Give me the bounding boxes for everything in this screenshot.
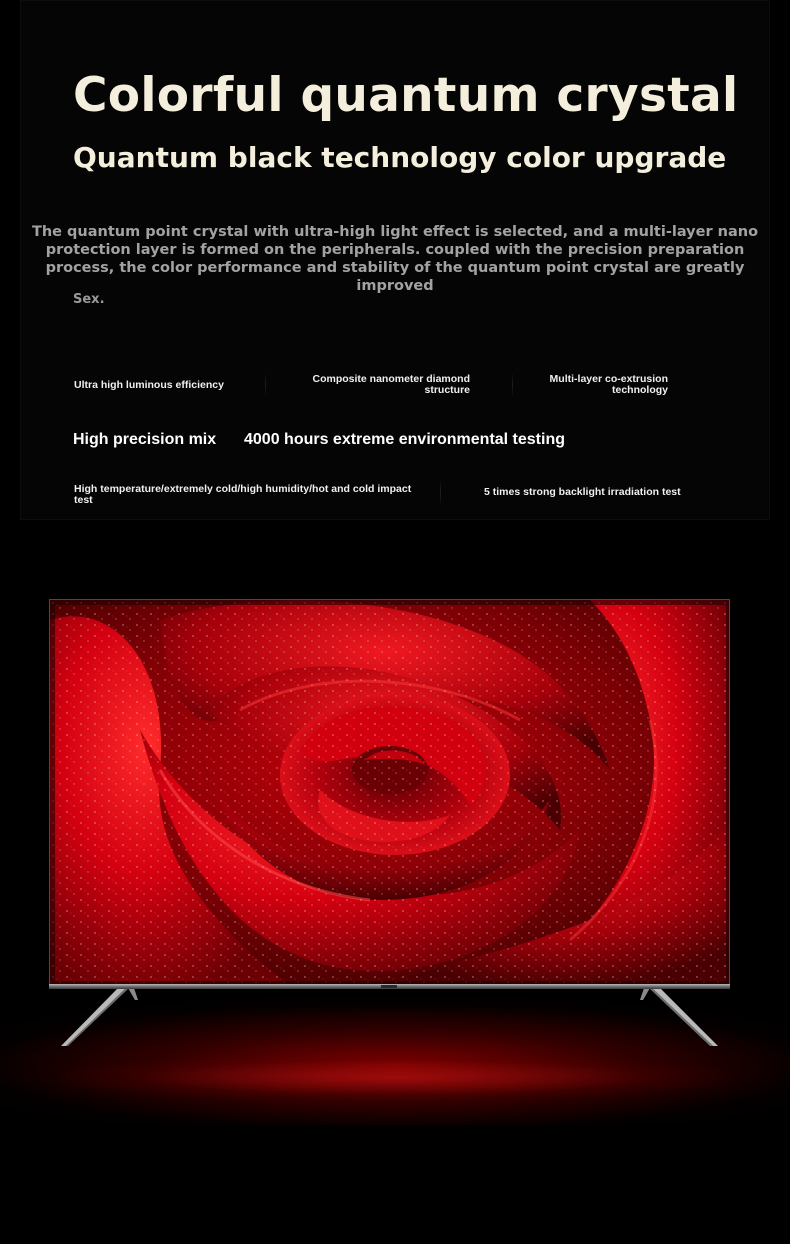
feature-impact-test: High temperature/extremely cold/high humidity/hot and cold impact test: [74, 483, 412, 506]
page-title: Colorful quantum crystal: [73, 68, 739, 123]
page-subtitle: Quantum black technology color upgrade: [73, 141, 727, 174]
feature-divider: [265, 370, 266, 400]
feature-luminous-efficiency: Ultra high luminous efficiency: [74, 379, 224, 391]
description-tail: Sex.: [73, 292, 105, 307]
stage-red-highlight: [60, 1055, 730, 1100]
tv-stand-left: [58, 988, 140, 1048]
feature-divider: [440, 476, 441, 510]
rose-image: [50, 600, 730, 985]
tv-product: [49, 599, 730, 989]
tv-screen: [49, 599, 730, 985]
feature-divider: [512, 370, 513, 400]
feature-backlight-test: 5 times strong backlight irradiation test: [484, 486, 681, 498]
description-text: The quantum point crystal with ultra-high light effect is selected, and a multi-layer nano protection layer is formed on the peripherals. coupled with the precision preparation process, the color performance and stability of the quantum point crystal are greatly improved: [31, 224, 759, 294]
feature-environmental-testing: 4000 hours extreme environmental testing: [244, 431, 565, 448]
tv-stand-right: [638, 988, 720, 1048]
feature-co-extrusion: Multi-layer co-extrusion technology: [549, 373, 668, 396]
feature-diamond-structure: Composite nanometer diamond structure: [312, 373, 470, 396]
tv-logo-mark: [381, 985, 397, 988]
feature-precision-mix: High precision mix: [73, 431, 217, 448]
